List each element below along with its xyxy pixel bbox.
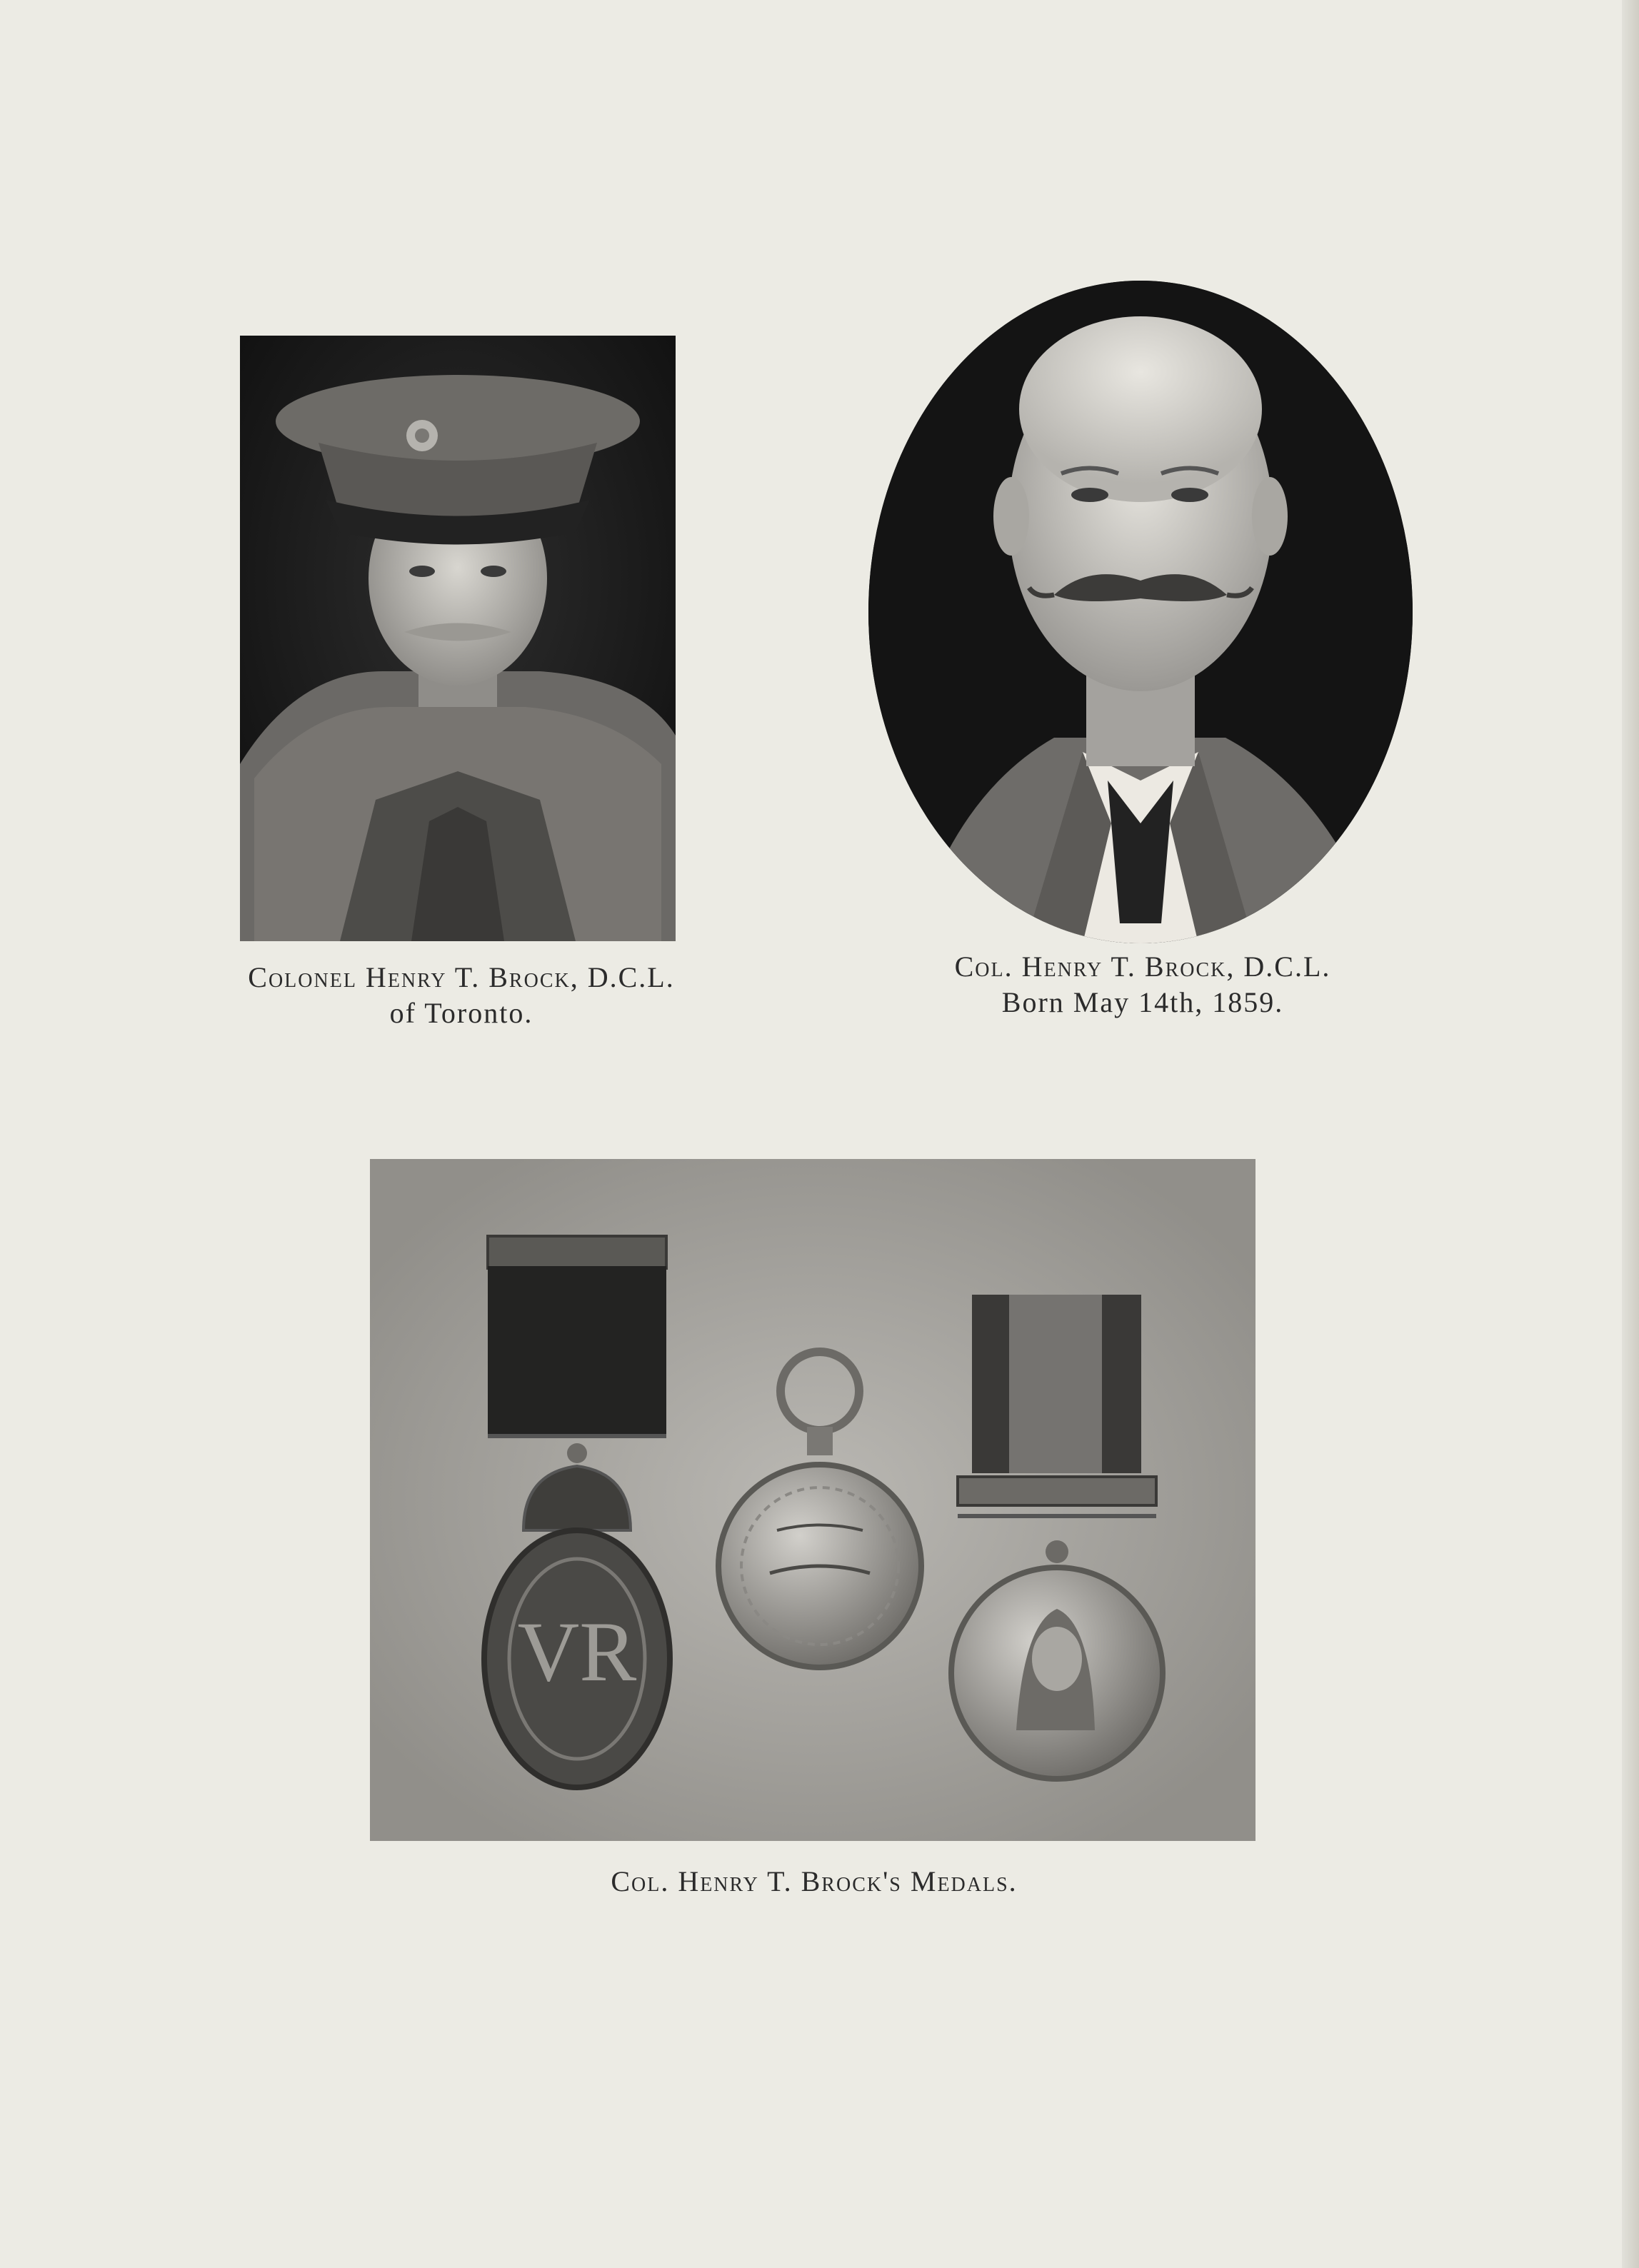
caption-portrait-oval-line1: Col. Henry T. Brock, D.C.L.: [954, 950, 1331, 983]
caption-portrait-oval: [850, 949, 1435, 1020]
medals-photo: [370, 1159, 1255, 1841]
portrait-uniform-photo: [240, 336, 676, 941]
caption-portrait-uniform-line2: of Toronto.: [389, 997, 533, 1029]
caption-portrait-oval-line2: Born May 14th, 1859.: [1001, 986, 1284, 1018]
caption-portrait-uniform: [169, 960, 754, 1031]
caption-portrait-uniform-line1: Colonel Henry T. Brock, D.C.L.: [248, 961, 675, 993]
portrait-oval-photo: [868, 281, 1413, 943]
caption-medals: [471, 1864, 1157, 1900]
caption-medals-line1: Col. Henry T. Brock's Medals.: [611, 1865, 1018, 1897]
svg-text:VR: VR: [517, 1604, 637, 1699]
page-edge: [1622, 0, 1639, 2268]
